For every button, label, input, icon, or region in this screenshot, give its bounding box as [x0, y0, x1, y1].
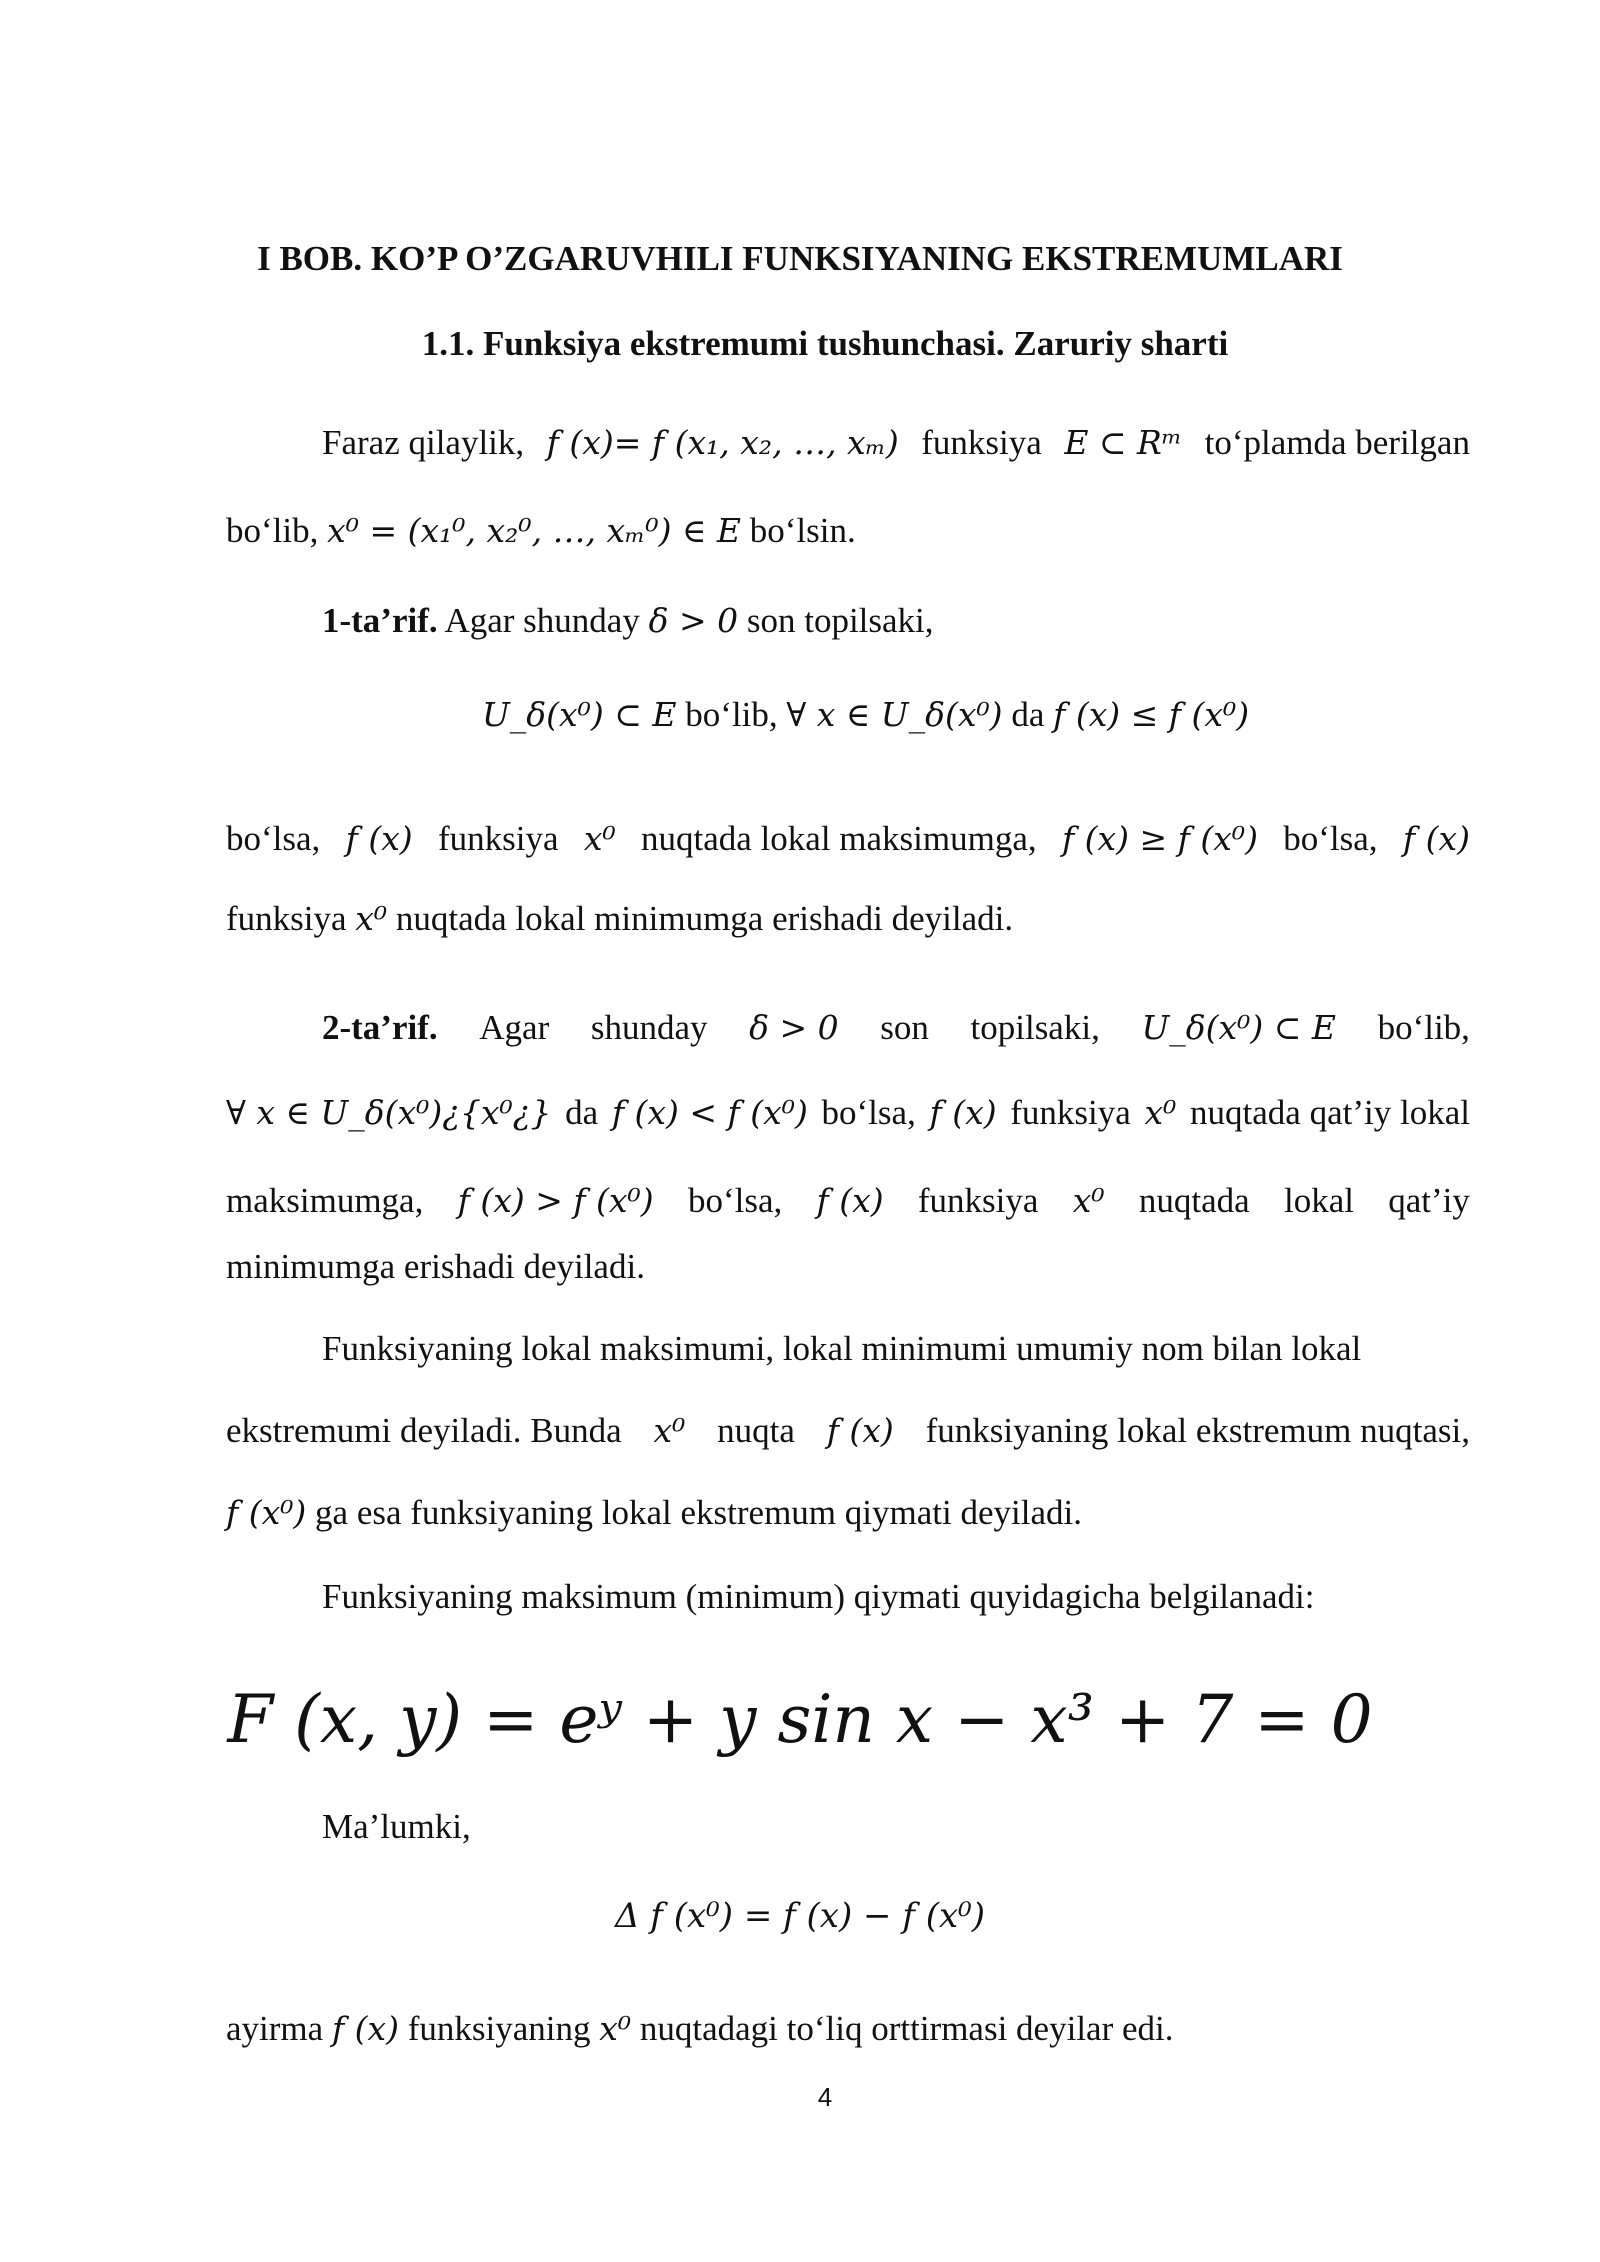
formula-strict-gt: f (x) > f (x⁰)	[457, 1181, 654, 1220]
definition-1-line3	[226, 818, 1470, 860]
formula-f-x: f (x)	[816, 1181, 884, 1220]
text: funksiya	[917, 1181, 1039, 1220]
formula-f-of-x: f (x)= f (x₁, x₂, …, xₘ)	[546, 423, 899, 462]
formula-neighborhood: U_δ(x⁰) ⊂ E	[482, 695, 677, 734]
paragraph-notation: Funksiyaning maksimum (minimum) qiymati quyidagicha belgilanadi:	[322, 1577, 1315, 1616]
formula-f-x: f (x)	[1402, 819, 1470, 858]
definition-1-formula-line	[482, 694, 1249, 736]
formula-forall-punctured: ∀ x ∈ U_δ(x⁰)¿{x⁰¿}	[226, 1093, 552, 1132]
definition-label: 2-ta’rif.	[322, 1008, 438, 1047]
formula-x0: x⁰	[653, 1411, 686, 1450]
text: nuqtada lokal minimumga erishadi deyiladi.	[395, 899, 1014, 938]
definition-1-line4	[226, 898, 1013, 940]
definition-2-line4	[226, 1246, 645, 1288]
formula-f-x: f (x)	[929, 1093, 997, 1132]
text: ga esa funksiyaning lokal ekstremum qiymati deyiladi.	[315, 1493, 1082, 1532]
text: nuqtada qat’iy lokal	[1190, 1093, 1470, 1132]
text: bo‘lsa,	[1283, 819, 1378, 858]
text: bo‘lsa,	[687, 1181, 783, 1220]
paragraph-extremum-line3	[226, 1492, 1082, 1534]
definition-2-line3	[226, 1180, 1470, 1222]
formula-strict-lt: f (x) < f (x⁰)	[611, 1093, 808, 1132]
formula-forall: ∀ x ∈ U_δ(x⁰)	[786, 695, 1003, 734]
text: bo‘lib,	[1377, 1008, 1470, 1047]
text: Funksiyaning lokal maksimumi, lokal minimumi umumiy nom bilan lokal	[322, 1329, 1362, 1368]
formula-delta-positive: δ > 0	[749, 1008, 839, 1047]
text: funksiya	[1010, 1093, 1131, 1132]
text: son topilsaki,	[746, 601, 934, 640]
formula-x0: x⁰	[583, 819, 616, 858]
text: nuqtada	[1138, 1181, 1250, 1220]
text: bo‘lsin.	[749, 511, 856, 550]
definition-1-line1	[322, 600, 934, 642]
chapter-title: I BOB. KO’P O’ZGARUVHILI FUNKSIYANING EKSTREMUMLARI	[257, 239, 1343, 278]
text: funksiyaning	[407, 2009, 591, 2048]
paragraph-extremum-line2	[226, 1410, 1470, 1452]
text: nuqtada lokal maksimumga,	[641, 819, 1037, 858]
text: funksiya	[438, 819, 559, 858]
text: funksiyaning lokal ekstremum nuqtasi,	[925, 1411, 1470, 1450]
formula-delta-positive: δ > 0	[648, 601, 739, 640]
text: funksiya	[921, 423, 1042, 462]
text: bo‘lsa,	[226, 819, 321, 858]
text: Faraz qilaylik,	[322, 423, 525, 462]
text: son	[880, 1008, 929, 1047]
paragraph-increment	[226, 2008, 1174, 2050]
formula-x0: x⁰	[1072, 1181, 1105, 1220]
text: minimumga erishadi deyiladi.	[226, 1247, 645, 1286]
text: shunday	[590, 1008, 708, 1047]
formula-f-x: f (x)	[826, 1411, 894, 1450]
formula-inequality-ge: f (x) ≥ f (x⁰)	[1061, 819, 1258, 858]
formula-neighborhood: U_δ(x⁰) ⊂ E	[1141, 1008, 1336, 1047]
main-formula: F (x, y) = eʸ + y sin x − x³ + 7 = 0	[227, 1681, 1373, 1758]
text: bo‘lib,	[226, 511, 319, 550]
paragraph-extremum-line1	[322, 1328, 1470, 1370]
text: bo‘lib,	[685, 695, 778, 734]
definition-2-line1	[322, 1007, 1470, 1049]
text: da	[565, 1093, 599, 1132]
formula-x0: x⁰	[355, 899, 388, 938]
definition-label: 1-ta’rif.	[322, 601, 438, 640]
text: lokal	[1283, 1181, 1354, 1220]
text: to‘plamda berilgan	[1204, 423, 1470, 462]
formula-f-x: f (x)	[345, 819, 413, 858]
formula-x0: x⁰	[1144, 1093, 1177, 1132]
text: nuqta	[717, 1411, 795, 1450]
formula-set-e: E ⊂ Rᵐ	[1064, 423, 1183, 462]
text: topilsaki,	[970, 1008, 1100, 1047]
section-title: 1.1. Funksiya ekstremumi tushunchasi. Zaruriy sharti	[421, 324, 1229, 363]
definition-2-line2	[226, 1092, 1470, 1134]
paragraph-known: Ma’lumki,	[322, 1807, 471, 1846]
text: maksimumga,	[226, 1181, 424, 1220]
text: qat’iy	[1388, 1181, 1470, 1220]
text: da	[1011, 695, 1045, 734]
formula-inequality: f (x) ≤ f (x⁰)	[1053, 695, 1250, 734]
text: ayirma	[226, 2009, 324, 2048]
delta-formula: Δ f (x⁰) = f (x) − f (x⁰)	[614, 1896, 986, 1936]
paragraph-intro-line1	[322, 422, 1470, 464]
formula-f-x0: f (x⁰)	[226, 1493, 307, 1532]
paragraph-intro-line2	[226, 510, 856, 552]
text: bo‘lsa,	[821, 1093, 916, 1132]
text: ekstremumi deyiladi. Bunda	[226, 1411, 622, 1450]
text: nuqtadagi to‘liq orttirmasi deyilar edi.	[639, 2009, 1174, 2048]
formula-point-x0: x⁰ = (x₁⁰, x₂⁰, …, xₘ⁰) ∈ E	[327, 511, 741, 550]
formula-f-x: f (x)	[331, 2009, 400, 2048]
formula-x0: x⁰	[599, 2009, 632, 2048]
text: Agar	[479, 1008, 550, 1047]
page-number: 4	[817, 2082, 833, 2112]
text: Agar shunday	[444, 601, 640, 640]
text: funksiya	[226, 899, 347, 938]
